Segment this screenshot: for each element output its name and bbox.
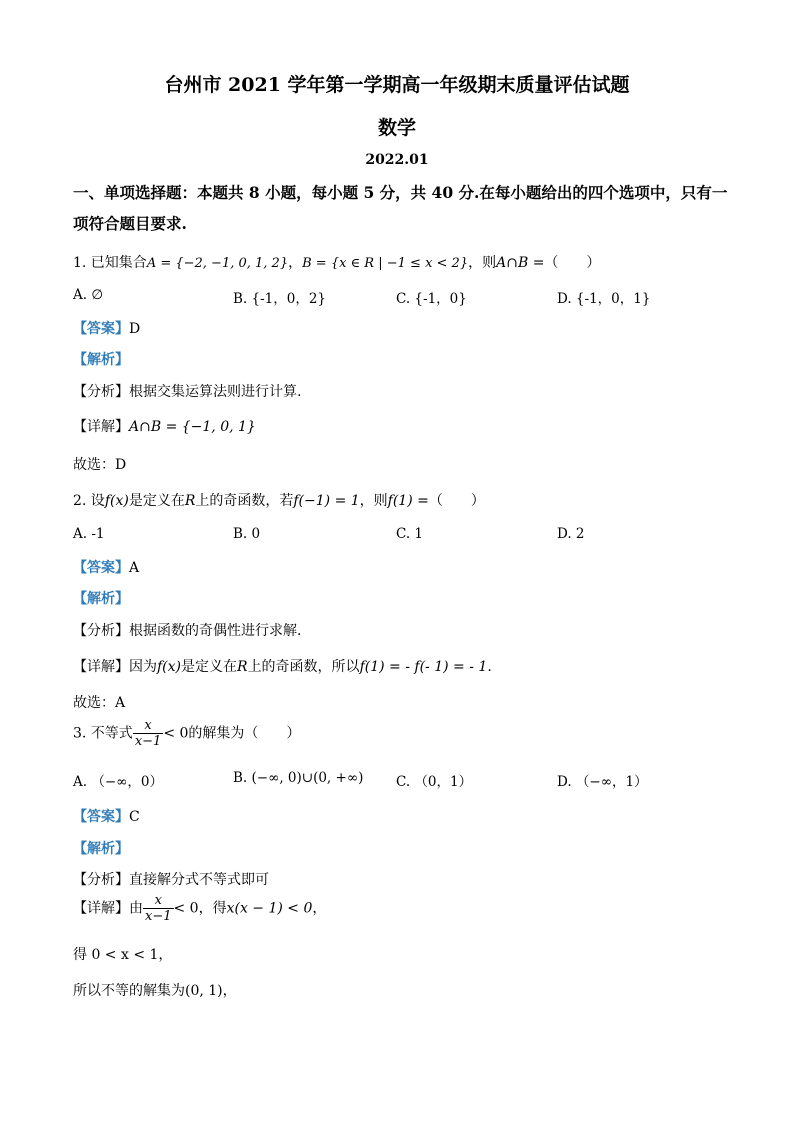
q3-step3-expr: (0, 1): [185, 983, 223, 999]
q3-answer-value: C: [129, 809, 140, 825]
q2-fenxi-text: 根据函数的奇偶性进行求解.: [129, 623, 302, 639]
q1-analysis: [73, 349, 129, 369]
q2-fenxi: [73, 620, 301, 640]
q3-fenxi-text: 直接解分式不等式即可: [129, 872, 269, 888]
q2-detail-fx: f(x): [157, 659, 182, 675]
q2-analysis: [73, 588, 129, 608]
answer-label: 【答案】: [73, 321, 129, 337]
q3-detail-ineq: < 0: [173, 900, 199, 917]
q3-analysis: [73, 838, 129, 858]
q1-prefix: 1. 已知集合: [73, 255, 147, 271]
q1-detail: [73, 416, 256, 436]
analysis-label: 【解析】: [73, 841, 129, 857]
q1-option-d: D. {-1，0，1}: [557, 291, 651, 307]
question-3: [73, 718, 300, 749]
q2-ask: f(1) =: [387, 493, 429, 509]
q1-answer: [73, 318, 140, 338]
q2-answer: [73, 557, 139, 577]
q2-detail-expr: f(1) = - f(- 1) = - 1: [359, 659, 488, 675]
q1-comma: ，: [288, 255, 303, 271]
q1-fenxi: [73, 381, 301, 401]
analysis-label: 【解析】: [73, 352, 129, 368]
q2-cond: f(−1) = 1: [293, 493, 360, 509]
q3-step3-end: ，: [222, 983, 237, 999]
detail-label: 【详解】: [73, 900, 129, 917]
q3-detail-fraction: [143, 893, 174, 924]
q2-prefix: 2. 设: [73, 493, 105, 509]
q2-option-b: B. 0: [233, 526, 261, 542]
q2-option-d: D. 2: [557, 526, 585, 542]
q1-fenxi-text: 根据交集运算法则进行计算.: [129, 384, 302, 400]
q2-option-a: A. -1: [73, 526, 105, 542]
q2-detail: [73, 656, 492, 676]
q3-fenxi: [73, 869, 269, 889]
q3-suffix: 的解集为（ ）: [188, 725, 301, 742]
q3-step2: 得 0 < x < 1，: [73, 947, 173, 963]
q3-answer: [73, 806, 140, 826]
q2-mid3: ，则: [359, 493, 388, 509]
section-heading-line1: 一、单项选择题：本题共 8 小题，每小题 5 分，共 40 分.在每小题给出的四个选项中，只有一: [73, 183, 728, 202]
subject-title: 数学: [377, 117, 416, 139]
q3-prefix: 3. 不等式: [73, 725, 133, 742]
q2-detail-end: .: [487, 659, 492, 675]
q2-mid1: 是定义在: [128, 493, 185, 509]
detail-label: 【详解】: [73, 659, 129, 675]
q3-fraction: [133, 718, 164, 749]
fenxi-label: 【分析】: [73, 623, 129, 639]
q3-option-c: C. （0，1）: [396, 774, 473, 790]
fenxi-label: 【分析】: [73, 384, 129, 400]
q1-paren: （ ）: [544, 255, 601, 271]
exam-title: 台州市 2021 学年第一学期高一年级期末质量评估试题: [164, 74, 630, 96]
q2-detail-pre: 因为: [129, 659, 157, 675]
q2-detail-r: R: [237, 659, 248, 675]
answer-label: 【答案】: [73, 560, 129, 576]
detail-label: 【详解】: [73, 419, 129, 435]
q3-detail-end: ，: [312, 900, 327, 917]
q3-detail-frac-num: x: [154, 893, 162, 908]
q2-r: R: [184, 493, 196, 509]
answer-label: 【答案】: [73, 809, 129, 825]
q3-detail-pre: 由: [129, 900, 143, 917]
q1-conclusion: 故选：D: [73, 457, 127, 473]
q2-fx: f(x): [104, 493, 129, 509]
q3-option-b: B. (−∞, 0)∪(0, +∞): [233, 770, 364, 786]
q3-step3: [73, 980, 237, 1000]
q2-conclusion: 故选：A: [73, 695, 126, 711]
q3-detail-mid: ，得: [198, 900, 227, 917]
exam-date: 2022.01: [365, 152, 429, 168]
q1-then: ，则: [468, 255, 497, 271]
q1-set-a: A = {−2, −1, 0, 1, 2}: [146, 256, 289, 271]
q2-option-c: C. 1: [396, 526, 424, 542]
q3-frac-num: x: [144, 718, 152, 733]
section-heading-line2: 项符合题目要求.: [73, 214, 187, 233]
q3-step3-pre: 所以不等的解集为: [73, 983, 185, 999]
q3-option-a: A. （−∞，0）: [73, 774, 163, 790]
q1-option-a: A. ∅: [73, 287, 104, 303]
question-2: [73, 490, 485, 510]
q1-answer-value: D: [129, 321, 141, 337]
question-1: [73, 252, 600, 272]
q3-ineq: < 0: [163, 725, 189, 742]
q3-option-d: D. （−∞，1）: [557, 774, 648, 790]
q2-paren: （ ）: [428, 493, 485, 509]
q1-set-b: B = {x ∈ R | −1 ≤ x < 2}: [302, 256, 469, 271]
q1-option-b: B. {-1，0，2}: [233, 291, 327, 307]
analysis-label: 【解析】: [73, 591, 129, 607]
q3-frac-den: x−1: [134, 734, 162, 749]
q2-answer-value: A: [129, 560, 140, 576]
q1-detail-expr: A∩B = {−1, 0, 1}: [129, 419, 256, 435]
q3-detail: [73, 893, 326, 924]
q3-detail-frac-den: x−1: [145, 909, 172, 924]
q2-mid2: 上的奇函数，若: [195, 493, 294, 509]
q1-option-c: C. {-1，0}: [396, 291, 467, 307]
fenxi-label: 【分析】: [73, 872, 129, 888]
q1-expr: A∩B =: [496, 255, 545, 271]
q2-detail-mid: 是定义在: [181, 659, 238, 675]
q2-detail-mid2: 上的奇函数，所以: [247, 659, 360, 675]
q3-detail-expr: x(x − 1) < 0: [226, 900, 313, 917]
